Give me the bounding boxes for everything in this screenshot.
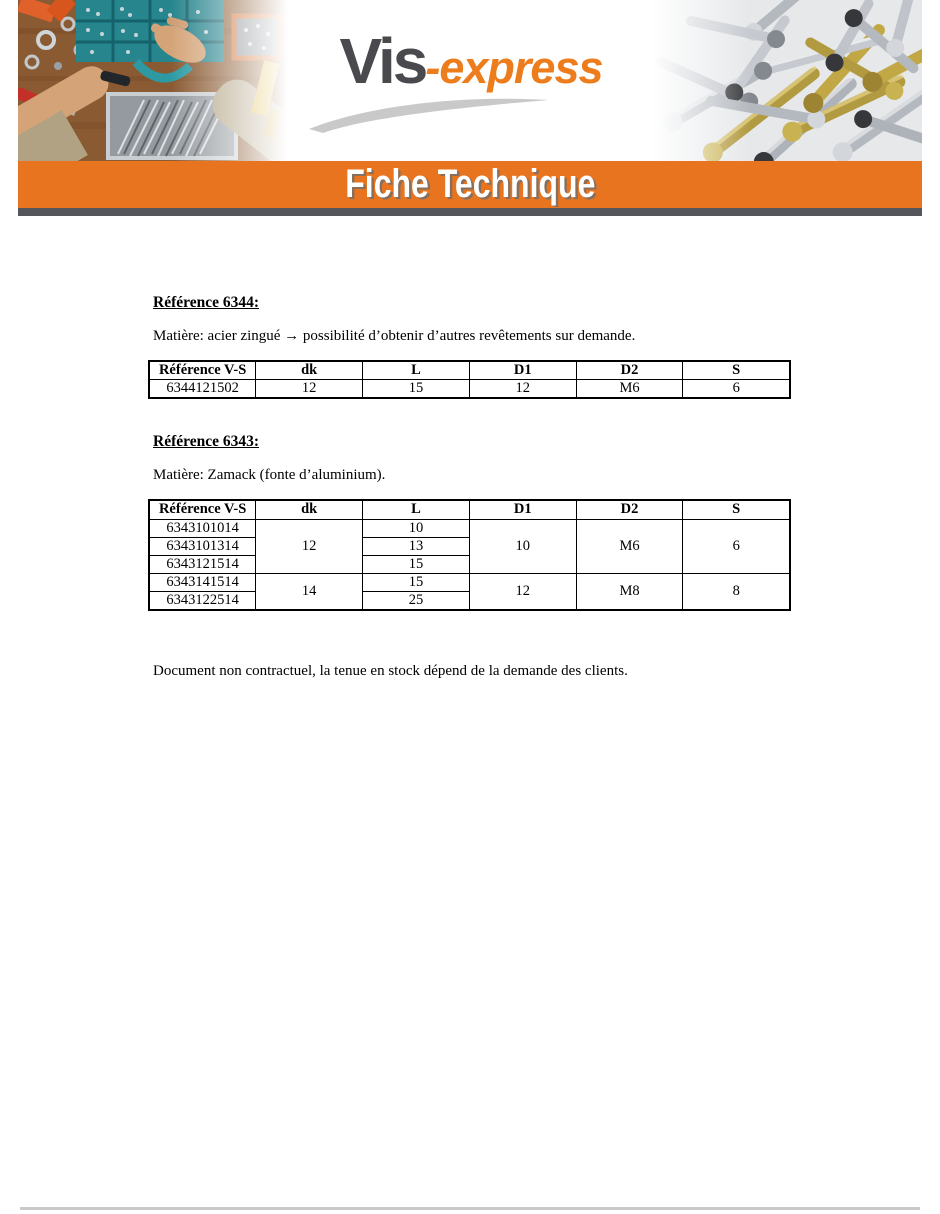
- cell-ref: 6343101314: [149, 537, 256, 555]
- cell-s-group2: 8: [683, 573, 790, 610]
- cell-ref: 6343122514: [149, 591, 256, 610]
- cell-d1-group2: 12: [469, 573, 576, 610]
- cell-d1-group1: 10: [469, 519, 576, 573]
- col-header-d1: D1: [469, 361, 576, 380]
- cell-dk-group2: 14: [256, 573, 363, 610]
- col-header-reference: Référence V-S: [149, 361, 256, 380]
- col-header-d2: D2: [576, 500, 683, 519]
- table-row: [149, 573, 790, 591]
- col-header-l: L: [363, 361, 470, 380]
- col-header-d2: D2: [576, 361, 683, 380]
- photo-fade-overlay: [646, 0, 922, 161]
- cell-s-group1: 6: [683, 519, 790, 573]
- cell-d1: 12: [469, 380, 576, 399]
- document-content: [148, 216, 792, 680]
- logo-swoosh: [303, 95, 593, 133]
- cell-l: 13: [363, 537, 470, 555]
- cell-ref: 6343101014: [149, 519, 256, 537]
- logo-vis-text: Vis: [339, 24, 426, 97]
- banner-title: Fiche Technique: [344, 162, 596, 206]
- section-heading-6343: Référence 6343:: [153, 433, 260, 450]
- disclaimer-text: Document non contractuel, la tenue en stock dépend de la demande des clients.: [153, 662, 628, 679]
- cell-l: 15: [363, 573, 470, 591]
- section-heading-6344: Référence 6344:: [153, 294, 260, 311]
- col-header-dk: dk: [256, 500, 363, 519]
- table-header-row: [149, 500, 790, 519]
- cell-d2-group2: M8: [576, 573, 683, 610]
- page-header: [18, 0, 922, 161]
- table-header-row: [149, 361, 790, 380]
- workbench-photo: [18, 0, 296, 161]
- col-header-s: S: [683, 500, 790, 519]
- cell-l: 25: [363, 591, 470, 610]
- cell-l: 10: [363, 519, 470, 537]
- material-text-6343: Matière: Zamack (fonte d’aluminium).: [153, 467, 386, 483]
- cell-ref: 6343121514: [149, 555, 256, 573]
- spec-table-6343: [148, 499, 791, 611]
- cell-dk-group1: 12: [256, 519, 363, 573]
- header-divider-bar: [18, 208, 922, 216]
- screws-pile-photo: [646, 0, 922, 161]
- cell-dk: 12: [256, 380, 363, 399]
- fiche-technique-banner: [18, 161, 922, 208]
- col-header-reference: Référence V-S: [149, 500, 256, 519]
- photo-fade-overlay: [18, 0, 296, 161]
- cell-ref: 6344121502: [149, 380, 256, 399]
- vis-express-logo: [296, 0, 646, 161]
- cell-ref: 6343141514: [149, 573, 256, 591]
- cell-d2: M6: [576, 380, 683, 399]
- table-row: [149, 380, 790, 399]
- cell-d2-group1: M6: [576, 519, 683, 573]
- material-text-6344: Matière: acier zingué → possibilité d’obtenir d’autres revêtements sur demande.: [153, 328, 636, 344]
- col-header-dk: dk: [256, 361, 363, 380]
- page-footer-rule: [20, 1207, 920, 1210]
- spec-table-6344: [148, 360, 791, 399]
- col-header-s: S: [683, 361, 790, 380]
- table-row: [149, 519, 790, 537]
- cell-s: 6: [683, 380, 790, 399]
- cell-l: 15: [363, 555, 470, 573]
- col-header-d1: D1: [469, 500, 576, 519]
- logo-express-text: -express: [425, 41, 603, 93]
- cell-l: 15: [363, 380, 470, 399]
- col-header-l: L: [363, 500, 470, 519]
